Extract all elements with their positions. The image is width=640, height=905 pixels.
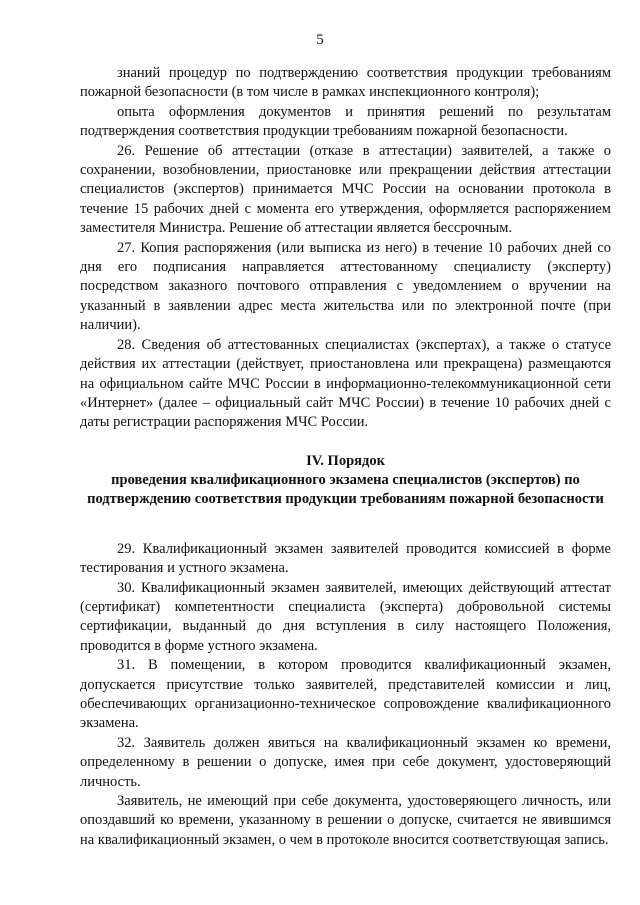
section-heading — [80, 452, 611, 509]
paragraph: 32. Заявитель должен явиться на квалификационный экзамен ко времени, определенному в решении о допуске, имея при себе документ, удостоверяющий личность. — [80, 734, 611, 790]
section-number-title: IV. Порядок — [306, 452, 385, 469]
paragraph: 27. Копия распоряжения (или выписка из него) в течение 10 рабочих дней со дня его подписания направляется аттестованному специалисту (эксперту) посредством заказного почтового отправления с уведомлением о вручении на указанный в заявлении адрес места жительства или по электронной почте (при наличии). — [80, 239, 611, 334]
page-number: 5 — [316, 32, 324, 48]
document-body — [80, 64, 611, 850]
paragraph: 28. Сведения об аттестованных специалистах (экспертах), а также о статусе действия их аттестации (действует, приостановлена или прекращена) размещаются на официальном сайте МЧС России в информационно-телекоммуникационной сети «Интернет» (далее – официальный сайт МЧС России) в течение 10 рабочих дней с даты регистрации распоряжения МЧС России. — [80, 336, 611, 431]
section-subtitle: проведения квалификационного экзамена специалистов (экспертов) по подтверждению соответствия продукции требованиям пожарной безопасности — [87, 471, 604, 507]
paragraph: 31. В помещении, в котором проводится квалификационный экзамен, допускается присутствие только заявителей, представителей комиссии и лиц, обеспечивающих организационно-техническое сопровождение квалификационного экзамена. — [80, 657, 611, 732]
paragraph: опыта оформления документов и принятия решений по результатам подтверждения соответствия продукции требованиям пожарной безопасности. — [80, 103, 611, 140]
paragraph: 30. Квалификационный экзамен заявителей, имеющих действующий аттестат (сертификат) компетентности специалиста (эксперта) добровольной системы сертификации, выданный до дня вступления в силу настоящего Положения, проводится в форме устного экзамена. — [80, 579, 611, 654]
paragraph: 26. Решение об аттестации (отказе в аттестации) заявителей, а также о сохранении, возобновлении, приостановке или прекращении действия аттестации специалистов (экспертов) принимается МЧС России на основании протокола в течение 15 рабочих дней с момента его утверждения, оформляется распоряжением заместителя Министра. Решение об аттестации является бессрочным. — [80, 142, 611, 237]
paragraph: знаний процедур по подтверждению соответствия продукции требованиям пожарной безопасности (в том числе в рамках инспекционного контроля); — [80, 65, 611, 101]
paragraph: Заявитель, не имеющий при себе документа, удостоверяющего личность, или опоздавший ко времени, указанному в решении о допуске, считается не явившимся на квалификационный экзамен, о чем в протоколе вносится соответствующая запись. — [80, 793, 611, 848]
paragraph: 29. Квалификационный экзамен заявителей проводится комиссией в форме тестирования и устного экзамена. — [80, 540, 611, 577]
